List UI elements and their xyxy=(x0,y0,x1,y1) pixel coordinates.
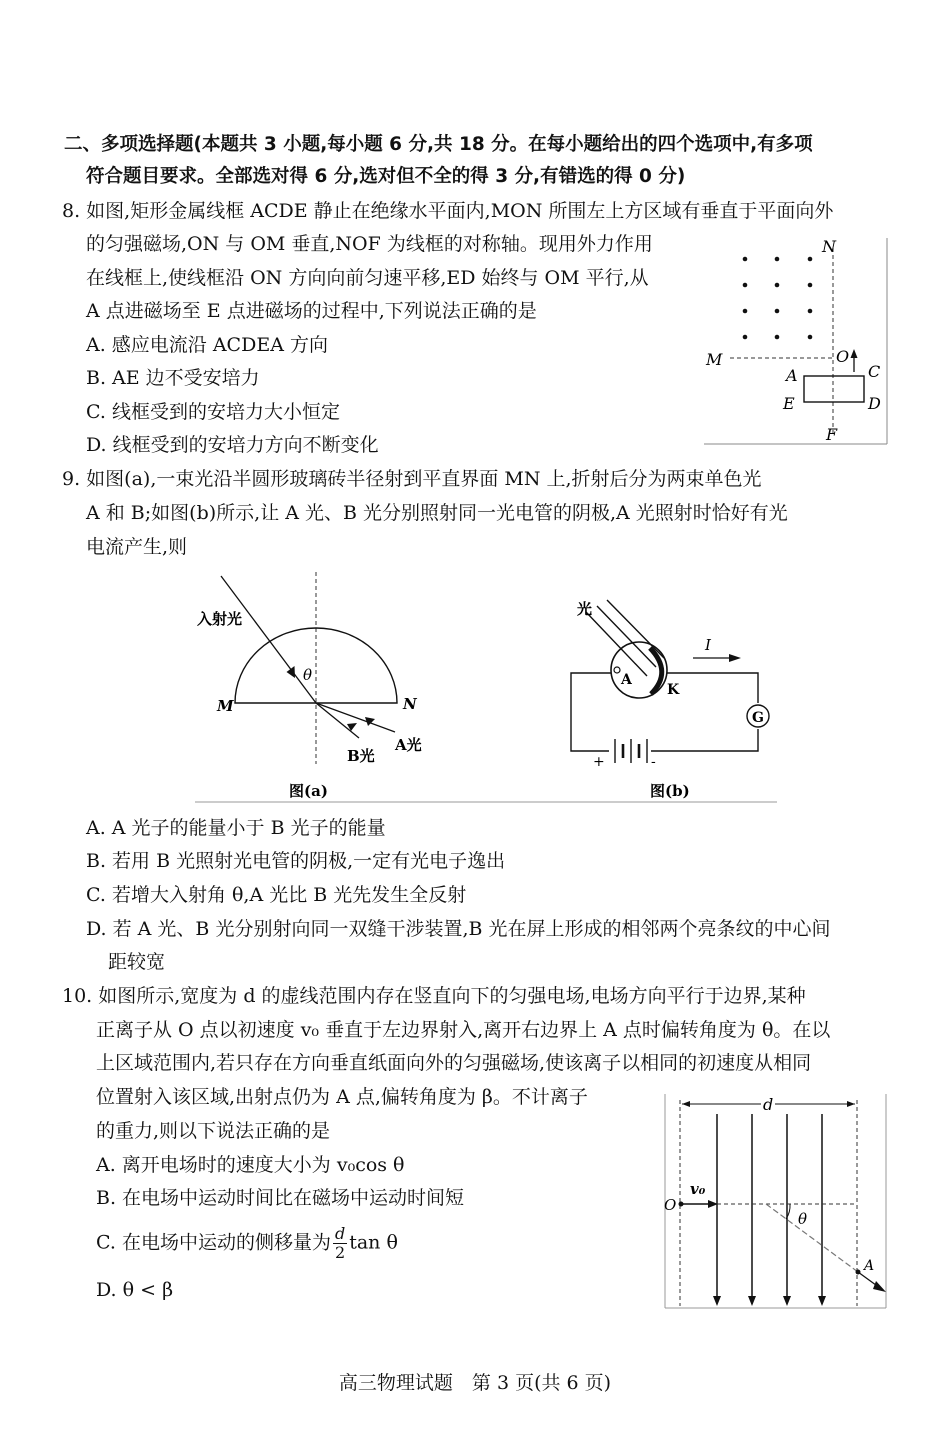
q9-option-a: A. A 光子的能量小于 B 光子的能量 xyxy=(86,817,386,839)
q8-label-d: D xyxy=(868,394,881,413)
q9-line1: 9. 如图(a),一束光沿半圆形玻璃砖半径射到平直界面 MN 上,折射后分为两束单色光 xyxy=(62,468,762,490)
q10-option-b: B. 在电场中运动时间比在磁场中运动时间短 xyxy=(96,1187,465,1209)
q9a-label-incident: 入射光 xyxy=(197,610,243,628)
q9a-label-n: N xyxy=(403,695,417,713)
q10-option-c-numerator: d xyxy=(334,1224,346,1243)
q10-option-d: D. θ < β xyxy=(96,1279,174,1301)
q8-label-a: A xyxy=(786,366,798,385)
q9b-label-minus: - xyxy=(651,754,656,770)
q9-figure-a xyxy=(197,572,422,800)
q8-line2: 的匀强磁场,ON 与 OM 垂直,NOF 为线框的对称轴。现用外力作用 xyxy=(86,233,653,255)
q9-line3: 电流产生,则 xyxy=(86,536,188,558)
q10-line2: 正离子从 O 点以初速度 v₀ 垂直于左边界射入,离开右边界上 A 点时偏转角度为 θ。在以 xyxy=(96,1019,831,1041)
section-header-line1: 二、多项选择题(本题共 3 小题,每小题 6 分,共 18 分。在每小题给出的四个选项中,有多项 xyxy=(64,134,813,155)
q8-option-c: C. 线框受到的安培力大小恒定 xyxy=(86,401,340,423)
q8-label-f: F xyxy=(826,425,838,444)
q9b-label-light: 光 xyxy=(577,600,593,618)
q8-label-e: E xyxy=(783,394,795,413)
q9-line2: A 和 B;如图(b)所示,让 A 光、B 光分别照射同一光电管的阴极,A 光照射时恰好有光 xyxy=(86,502,788,524)
q10-label-o: O xyxy=(664,1196,677,1214)
q10-line3: 上区域范围内,若只存在方向垂直纸面向外的匀强磁场,使该离子以相同的初速度从相同 xyxy=(96,1052,812,1074)
q8-line4: A 点进磁场至 E 点进磁场的过程中,下列说法正确的是 xyxy=(86,300,537,322)
q8-label-n: N xyxy=(822,237,836,256)
q9a-label-b-light: B光 xyxy=(347,747,375,765)
q9-figures xyxy=(195,566,780,804)
q9a-caption: 图(a) xyxy=(289,782,328,800)
q8-label-c: C xyxy=(868,362,881,381)
q9b-label-a: A xyxy=(621,672,632,688)
q10-line4: 位置射入该区域,出射点仍为 A 点,偏转角度为 β。不计离子 xyxy=(96,1086,588,1108)
q10-option-a: A. 离开电场时的速度大小为 v₀cos θ xyxy=(96,1154,405,1176)
q9a-label-a-light: A光 xyxy=(395,736,422,754)
q10-label-v0: v₀ xyxy=(690,1180,706,1198)
q8-figure xyxy=(700,232,892,446)
q9-option-d: D. 若 A 光、B 光分别射向同一双缝干涉装置,B 光在屏上形成的相邻两个亮条纹的中心间 xyxy=(86,918,831,940)
q10-option-c-suffix: tan θ xyxy=(349,1231,398,1254)
q10-option-c-prefix: C. 在电场中运动的侧移量为 xyxy=(96,1231,331,1254)
q9-option-c: C. 若增大入射角 θ,A 光比 B 光先发生全反射 xyxy=(86,884,467,906)
q8-label-o: O xyxy=(836,347,850,366)
q9-figure-b xyxy=(571,600,769,800)
q10-figure xyxy=(662,1090,890,1312)
q9-option-d-cont: 距较宽 xyxy=(108,951,166,973)
q8-line1: 8. 如图,矩形金属线框 ACDE 静止在绝缘水平面内,MON 所围左上方区域有垂直于平面向外 xyxy=(62,200,834,222)
q9-option-b: B. 若用 B 光照射光电管的阴极,一定有光电子逸出 xyxy=(86,850,506,872)
q9b-label-plus: + xyxy=(593,754,605,770)
page-footer: 高三物理试题 第 3 页(共 6 页) xyxy=(338,1372,612,1394)
q9b-label-current: I xyxy=(705,636,711,654)
q8-line3: 在线框上,使线框沿 ON 方向向前匀速平移,ED 始终与 OM 平行,从 xyxy=(86,267,649,289)
q9b-caption: 图(b) xyxy=(650,782,690,800)
q10-line1: 10. 如图所示,宽度为 d 的虚线范围内存在竖直向下的匀强电场,电场方向平行于边界,某种 xyxy=(62,985,806,1007)
q9a-label-theta: θ xyxy=(303,666,313,684)
q9b-label-k: K xyxy=(667,682,680,698)
q8-option-a: A. 感应电流沿 ACDEA 方向 xyxy=(86,334,328,356)
q8-option-b: B. AE 边不受安培力 xyxy=(86,367,260,389)
q10-label-d: d xyxy=(763,1095,774,1114)
q10-option-c-fraction xyxy=(333,1225,347,1262)
q10-label-a: A xyxy=(864,1258,875,1274)
q9b-label-g: G xyxy=(752,710,764,726)
q8-label-m: M xyxy=(706,350,723,369)
q8-option-d: D. 线框受到的安培力方向不断变化 xyxy=(86,434,379,456)
q10-line5: 的重力,则以下说法正确的是 xyxy=(96,1120,331,1142)
q10-option-c-denominator: 2 xyxy=(334,1243,346,1262)
q10-option-c xyxy=(96,1225,398,1262)
section-header-line2: 符合题目要求。全部选对得 6 分,选对但不全的得 3 分,有错选的得 0 分) xyxy=(86,166,686,187)
q9a-label-m: M xyxy=(217,697,234,715)
q10-label-theta: θ xyxy=(798,1210,808,1228)
